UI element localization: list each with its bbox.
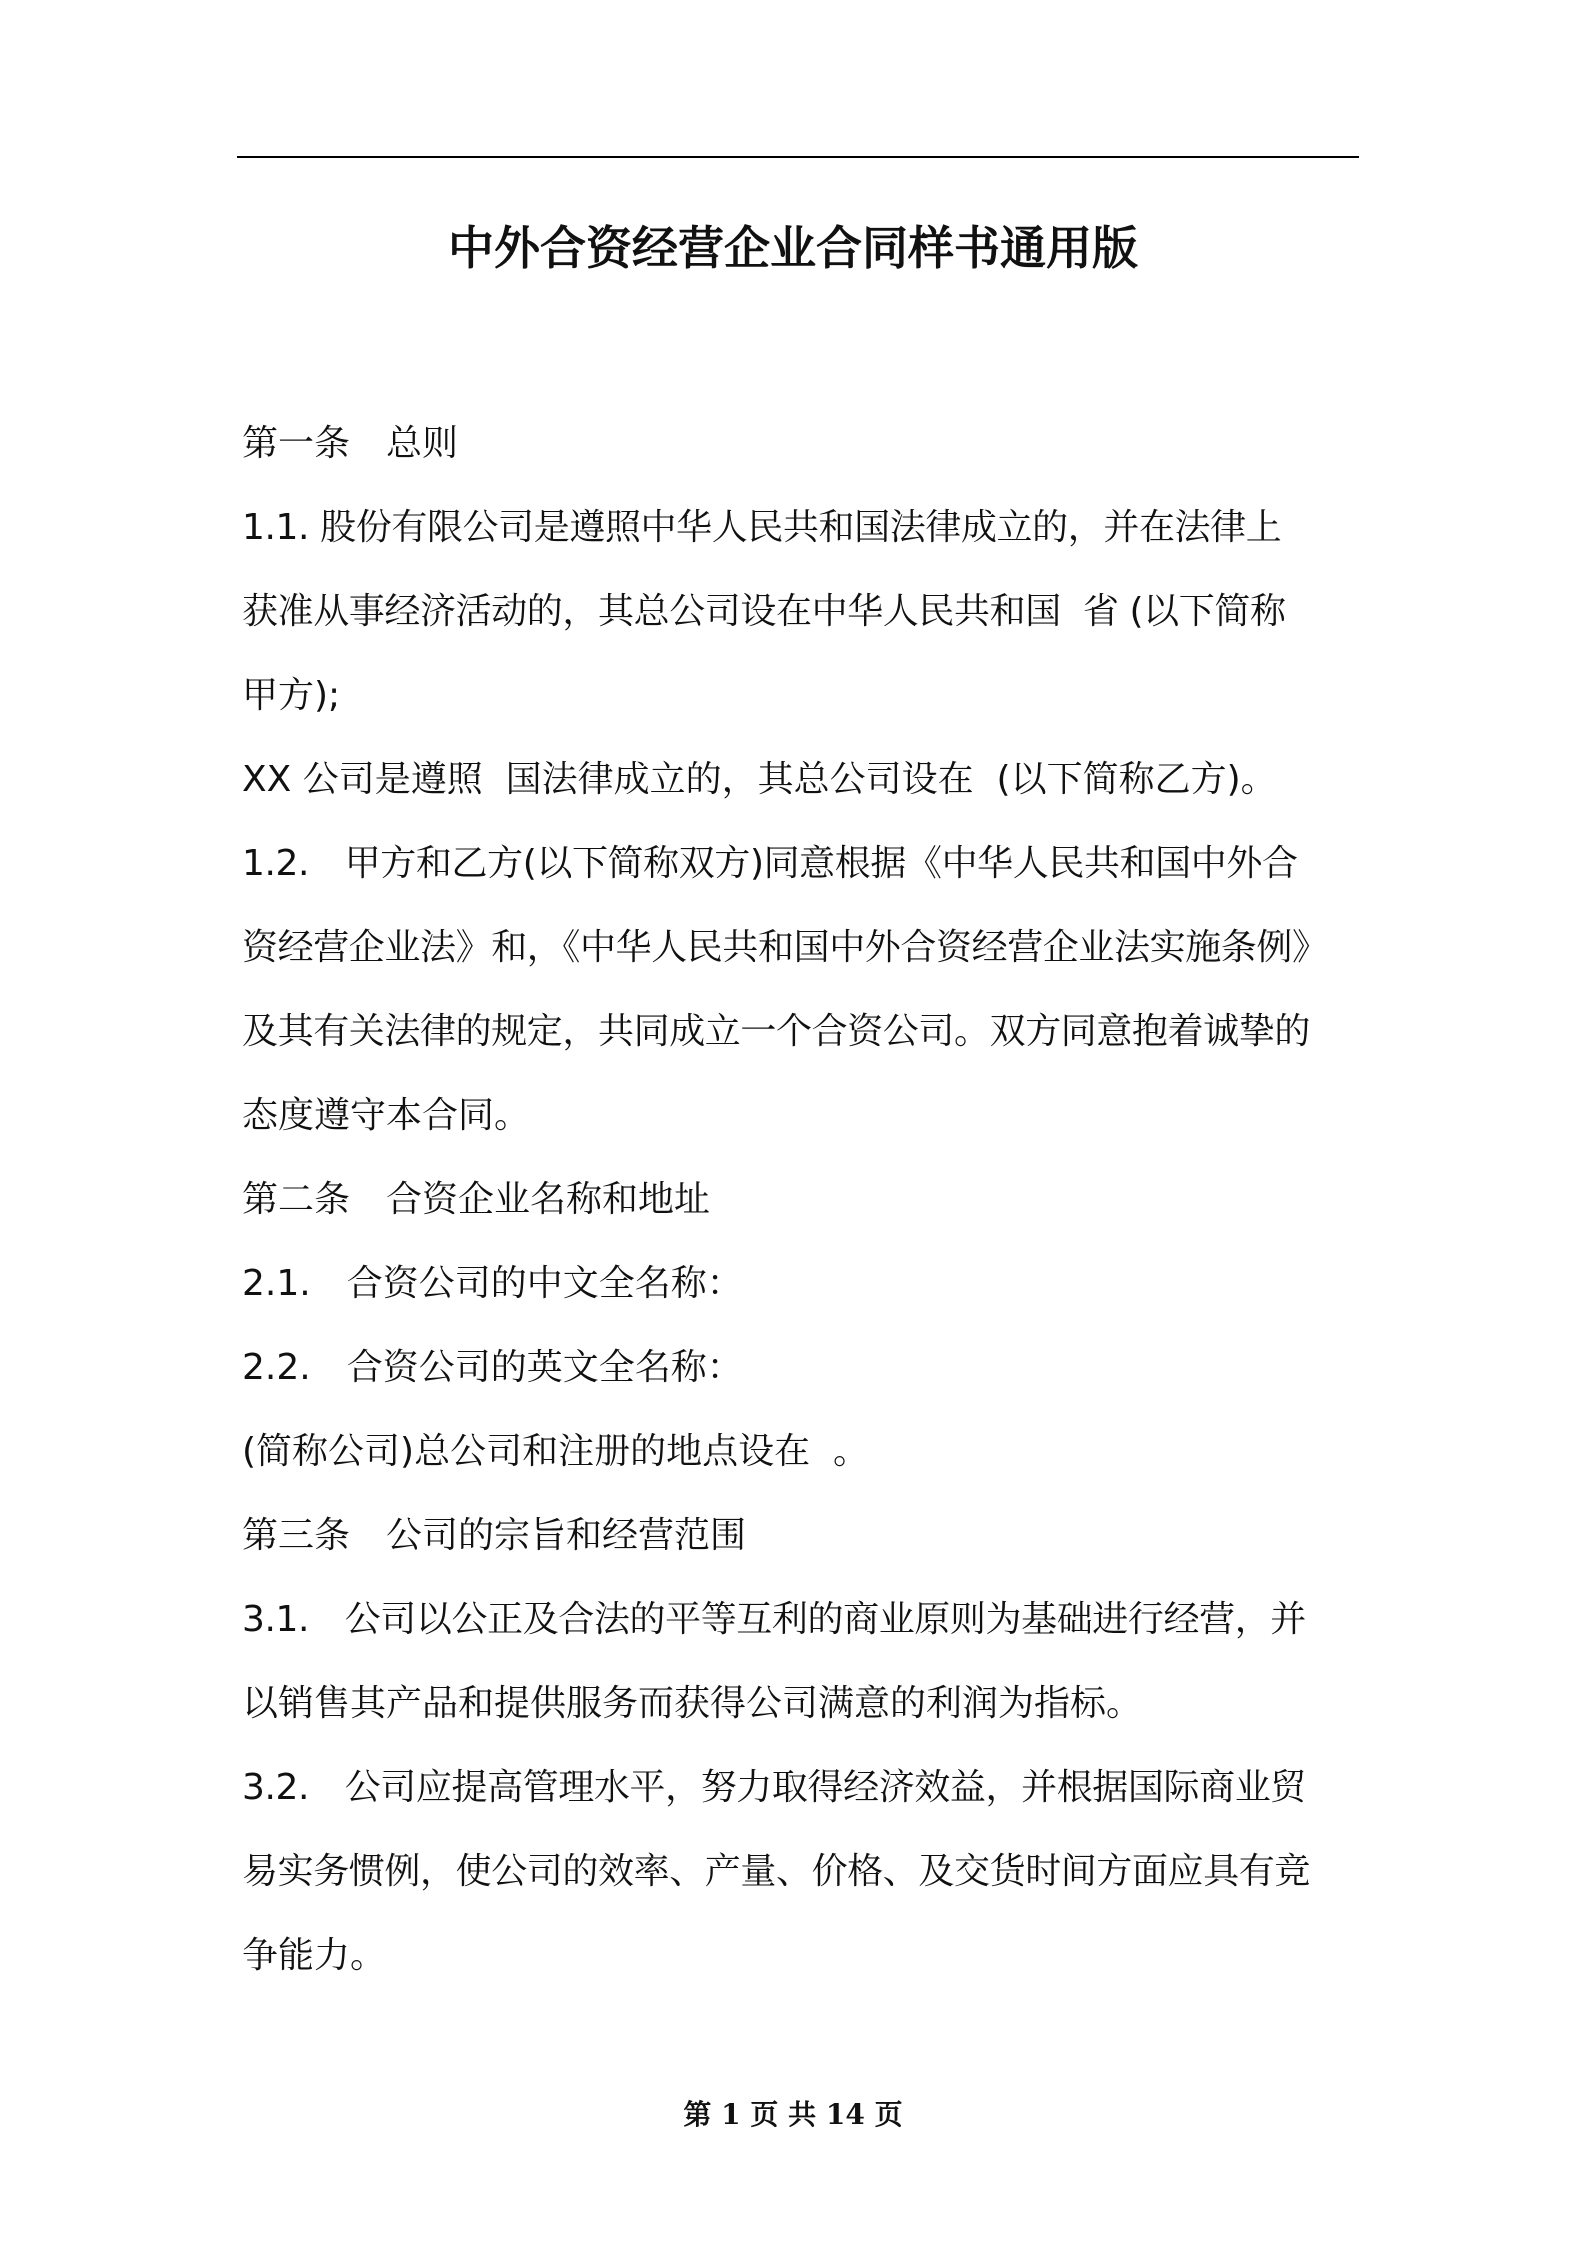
body-line: 2.2. 合资公司的英文全名称： [242, 1347, 743, 1388]
page-number-footer: 第 1 页 共 14 页 [683, 2098, 903, 2131]
body-line: 2.1. 合资公司的中文全名称： [242, 1263, 743, 1304]
body-line: 3.2. 公司应提高管理水平，努力取得经济效益，并根据国际商业贸 [242, 1767, 1306, 1808]
body-line: 易实务惯例，使公司的效率、产量、价格、及交货时间方面应具有竞 [242, 1851, 1311, 1892]
article-heading: 第一条 总则 [242, 423, 459, 464]
body-line: 资经营企业法》和，《中华人民共和国中外合资经营企业法实施条例》 [242, 927, 1328, 968]
body-line: 甲方); [242, 675, 341, 716]
article-heading: 第二条 合资企业名称和地址 [242, 1179, 711, 1220]
header-rule [237, 156, 1359, 158]
body-line: 及其有关法律的规定，共同成立一个合资公司。双方同意抱着诚挚的 [242, 1011, 1311, 1052]
body-line: XX 公司是遵照 国法律成立的，其总公司设在 (以下简称乙方)。 [242, 759, 1277, 800]
body-line: 1.2. 甲方和乙方(以下简称双方)同意根据《中华人民共和国中外合 [242, 843, 1298, 884]
body-line: 1.1. 股份有限公司是遵照中华人民共和国法律成立的，并在法律上 [242, 507, 1282, 548]
body-line: 态度遵守本合同。 [242, 1095, 531, 1136]
document-body [242, 402, 1364, 1998]
body-line: 获准从事经济活动的，其总公司设在中华人民共和国 省 (以下简称 [242, 591, 1286, 632]
document-title: 中外合资经营企业合同样书通用版 [448, 221, 1138, 275]
body-line: 以销售其产品和提供服务而获得公司满意的利润为指标。 [242, 1683, 1143, 1724]
body-line: (简称公司)总公司和注册的地点设在 。 [242, 1431, 869, 1472]
body-line: 争能力。 [242, 1935, 387, 1976]
body-line: 3.1. 公司以公正及合法的平等互利的商业原则为基础进行经营，并 [242, 1599, 1306, 1640]
article-heading: 第三条 公司的宗旨和经营范围 [242, 1515, 747, 1556]
